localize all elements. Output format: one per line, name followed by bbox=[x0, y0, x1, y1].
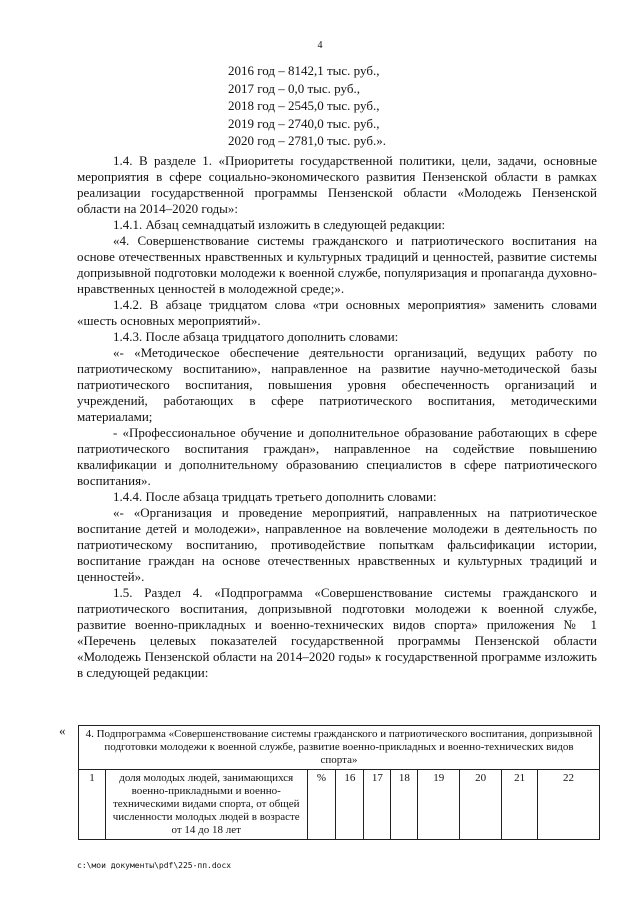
value-cell: 16 bbox=[336, 770, 364, 840]
paragraph-1-4-3: 1.4.3. После абзаца тридцатого дополнить словами: bbox=[113, 329, 399, 344]
value-cell: 22 bbox=[538, 770, 600, 840]
value-cell: 19 bbox=[418, 770, 460, 840]
row-number: 1 bbox=[79, 770, 106, 840]
budget-line: 2020 год – 2781,0 тыс. руб.». bbox=[228, 133, 386, 148]
budget-list bbox=[228, 62, 528, 150]
paragraph-1-4-1: 1.4.1. Абзац семнадцатый изложить в следующей редакции: bbox=[113, 217, 446, 232]
unit-cell: % bbox=[307, 770, 336, 840]
table-row bbox=[79, 770, 600, 840]
file-path-footer: c:\мои документы\pdf\225-пп.docx bbox=[77, 861, 232, 870]
paragraph-quote-4: «4. Совершенствование системы гражданского и патриотического воспитания на основе отечественных нравственных и культурных традиций и ценностей, развитие системы допризывной подготовки молодежи к военной службе, популяризация и пропаганда духовно-нравственных ценностей в молодежной среде;». bbox=[77, 233, 597, 296]
paragraph-1-4-4: 1.4.4. После абзаца тридцать третьего дополнить словами: bbox=[113, 489, 437, 504]
budget-line: 2018 год – 2545,0 тыс. руб., bbox=[228, 98, 380, 113]
paragraph-professional: - «Профессиональное обучение и дополнительное образование работающих в сфере патриотического воспитания граждан», направленное на содействие повышению квалификации и дополнительному образованию специалистов в сфере патриотического воспитания». bbox=[77, 425, 597, 488]
budget-line: 2017 год – 0,0 тыс. руб., bbox=[228, 80, 360, 96]
value-cell: 20 bbox=[460, 770, 502, 840]
opening-quote: « bbox=[59, 723, 66, 738]
value-cell: 18 bbox=[391, 770, 418, 840]
paragraph-1-4-2: 1.4.2. В абзаце тридцатом слова «три основных мероприятия» заменить словами «шесть основных мероприятий». bbox=[77, 297, 597, 328]
value-cell: 17 bbox=[364, 770, 391, 840]
value-cell: 21 bbox=[502, 770, 538, 840]
budget-line: 2019 год – 2740,0 тыс. руб., bbox=[228, 115, 380, 131]
subprogram-header: 4. Подпрограмма «Совершенствование системы гражданского и патриотического воспитания, допризывной подготовки молодежи к военной службе, развитие военно-прикладных и военно-технических видов спорта» bbox=[79, 726, 600, 770]
page-number: 4 bbox=[317, 40, 323, 51]
indicator-table bbox=[78, 725, 600, 840]
budget-line: 2016 год – 8142,1 тыс. руб., bbox=[228, 63, 380, 78]
indicator-name: доля молодых людей, занимающихся военно-прикладными и военно-техническими видами спорта, от общей численности молодых людей в возрасте от 14 до 18 лет bbox=[105, 770, 307, 840]
paragraph-organization: «- «Организация и проведение мероприятий, направленных на патриотическое воспитание детей и молодежи», направленное на вовлечение молодежи в деятельность по патриотическому воспитанию, противодействие попыткам фальсификации истории, воспитание граждан на основе отечественных нравственных и культурных традиций и ценностей». bbox=[77, 505, 597, 584]
paragraph-1-4: 1.4. В разделе 1. «Приоритеты государственной политики, цели, задачи, основные мероприятия в сфере социально-экономического развития Пензенской области в рамках реализации государственной программы Пензенской области «Молодежь Пензенской области на 2014–2020 годы»: bbox=[77, 153, 597, 216]
table-header-row bbox=[79, 726, 600, 770]
paragraph-1-5: 1.5. Раздел 4. «Подпрограмма «Совершенствование системы гражданского и патриотического воспитания, допризывной подготовки молодежи к военной службе, развитие военно-прикладных и военно-технических видов спорта» приложения № 1 «Перечень целевых показателей государственной программы Пензенской области «Молодежь Пензенской области на 2014–2020 годы» к государственной программе изложить в следующей редакции: bbox=[77, 585, 597, 680]
document-body bbox=[77, 153, 597, 681]
paragraph-methodical: «- «Методическое обеспечение деятельности организаций, ведущих работу по патриотическому воспитанию», направленное на развитие научно-методической базы патриотического воспитания, повышения уровня обеспеченность организаций и учреждений, работающих в сфере патриотического воспитания, методическими материалами; bbox=[77, 345, 597, 424]
